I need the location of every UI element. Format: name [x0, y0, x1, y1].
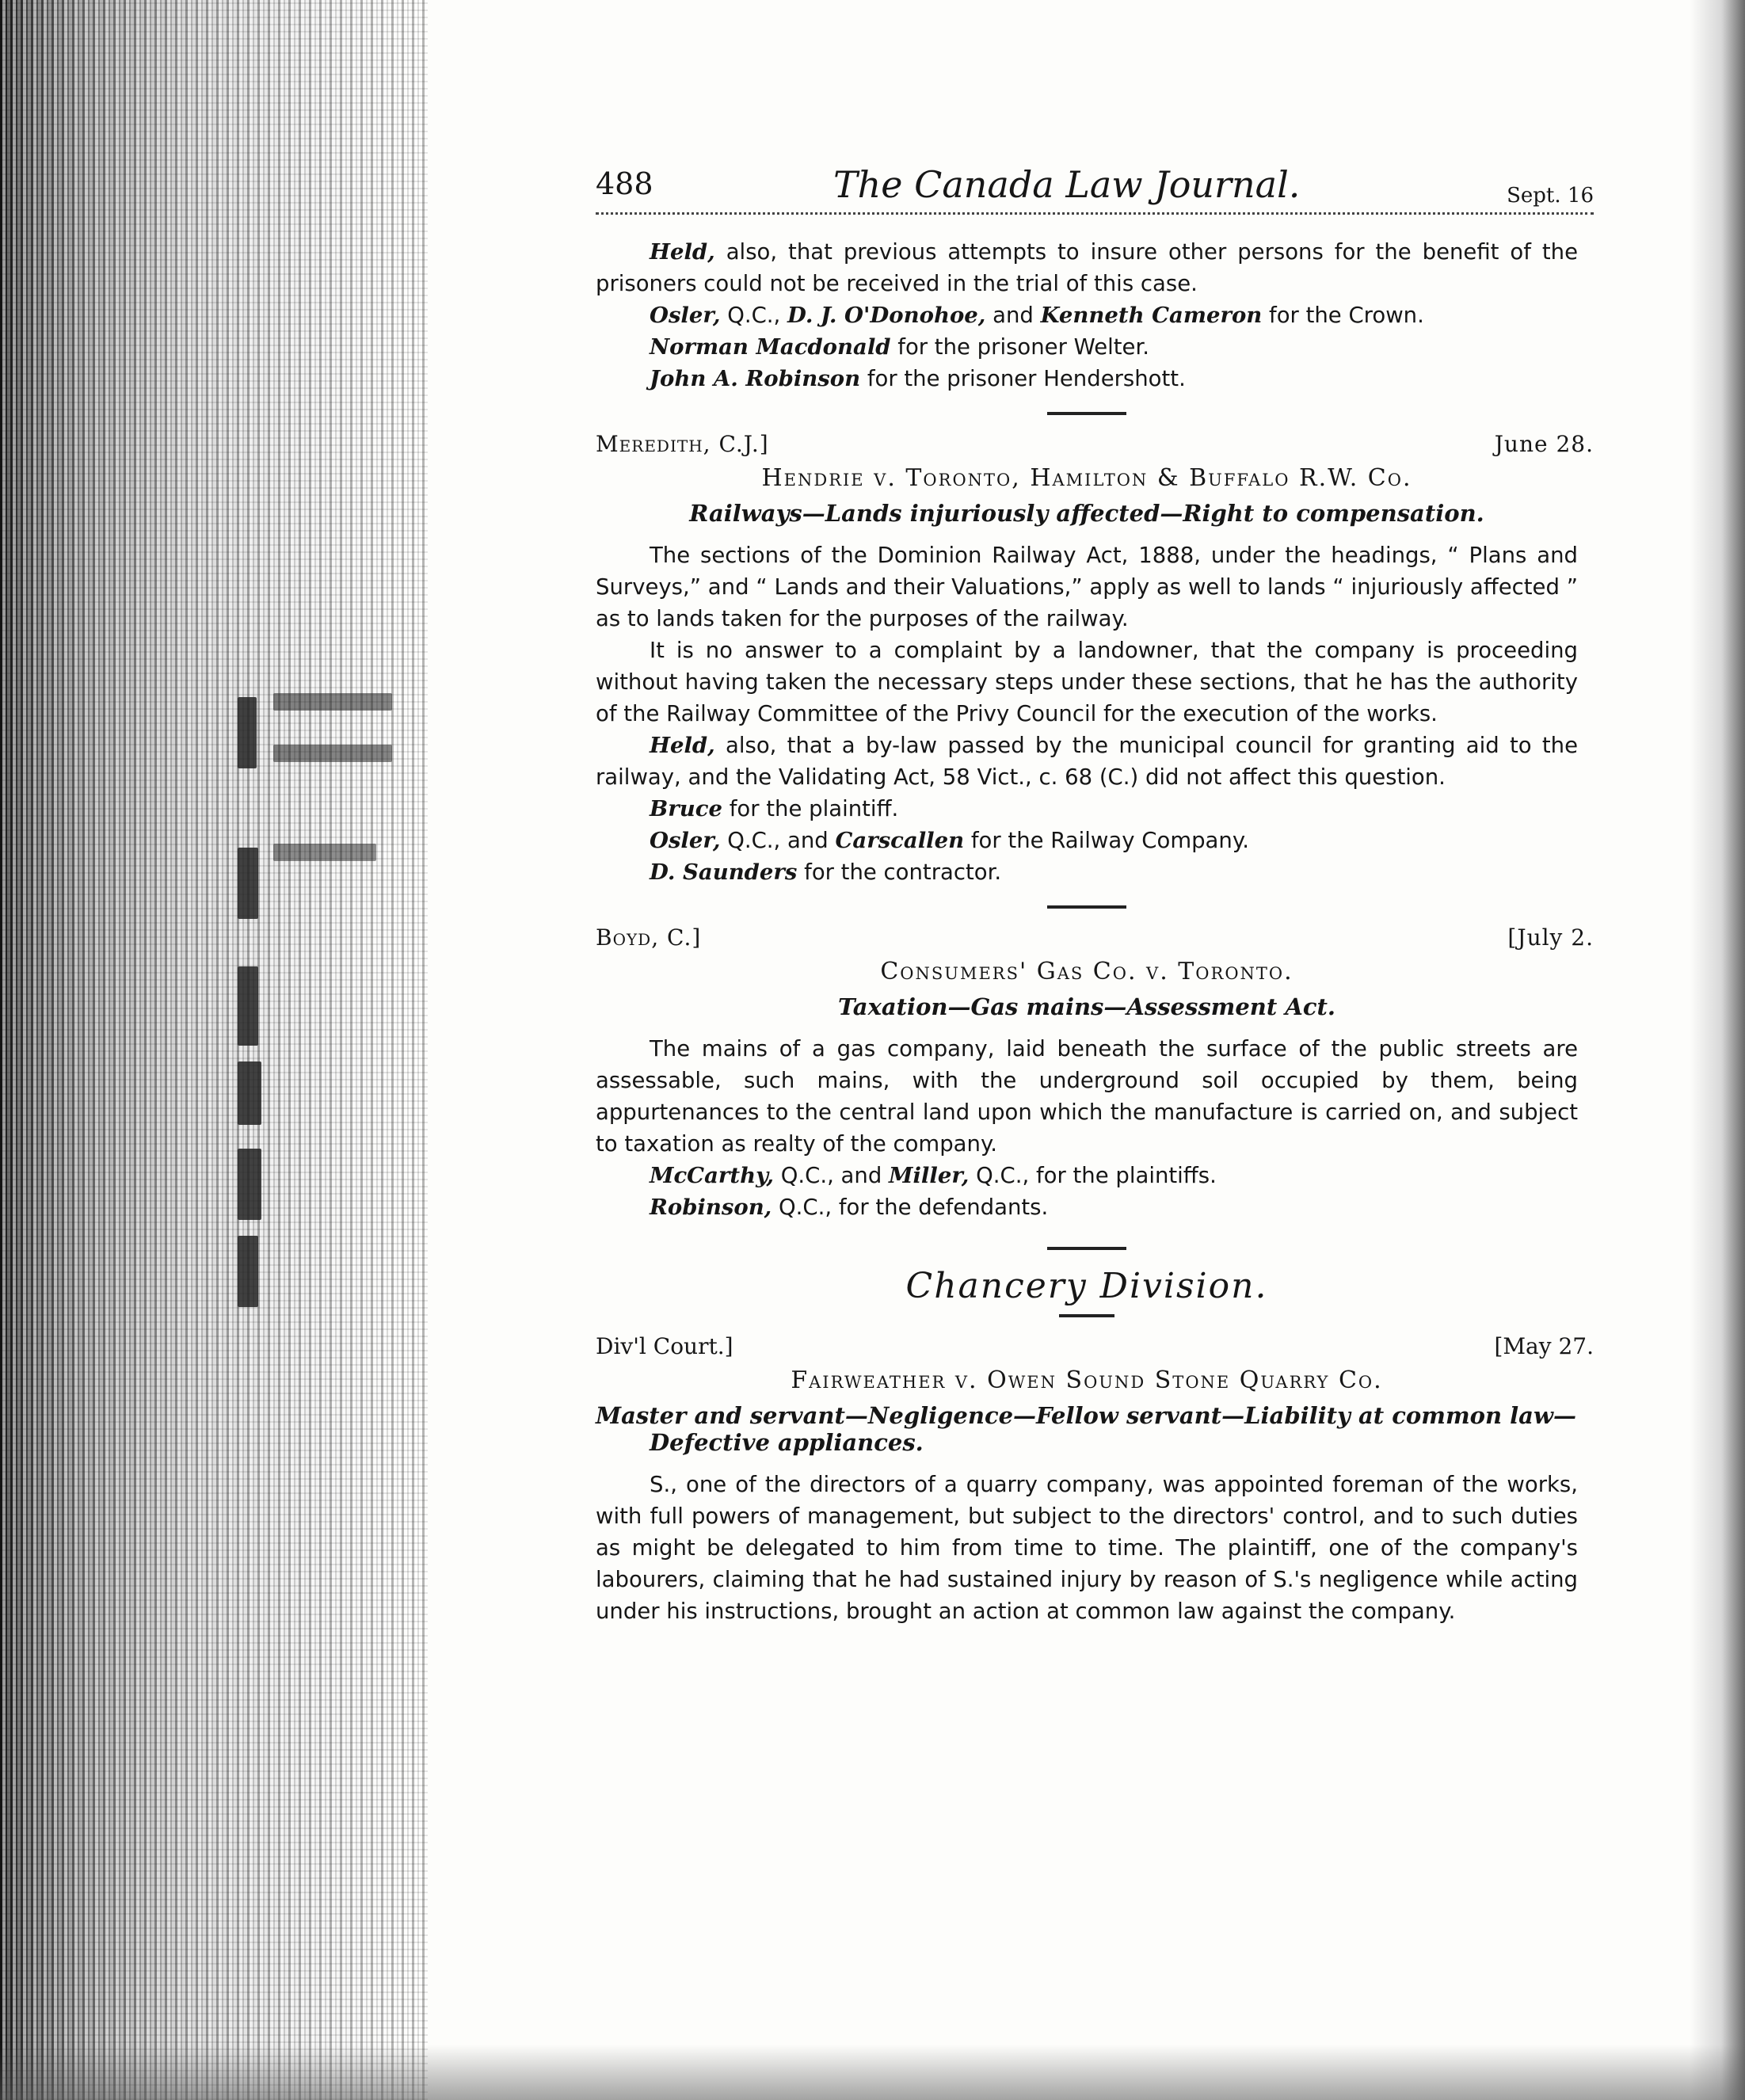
- section-separator: [1047, 412, 1126, 415]
- counsel-name: Osler,: [650, 828, 721, 853]
- case-paragraph: [596, 730, 1578, 793]
- counsel-name: Bruce: [650, 796, 722, 821]
- bleed-mark: [273, 745, 392, 762]
- gutter-texture: [0, 0, 428, 2100]
- counsel-line: [596, 825, 1578, 856]
- section-continuation: [596, 236, 1578, 394]
- case-title: Hendrie v. Toronto, Hamilton & Buffalo R.W. Co.: [761, 464, 1412, 492]
- counsel-name: Carscallen: [835, 828, 965, 853]
- bleed-mark: [273, 693, 392, 711]
- bleed-mark: [238, 1236, 258, 1307]
- held-label: Held,: [650, 239, 715, 265]
- counsel-line: [596, 331, 1578, 363]
- case-paragraph: S., one of the directors of a quarry company, was appointed foreman of the works, with full powers of management, but subject to the directors' control, and to such duties as might be delegated to him from time to time. The plaintiff, one of the company's labourers, claiming that he had sustained injury by reason of S.'s negligence while acting under his instructions, brought an action at common law against the company.: [596, 1472, 1578, 1624]
- counsel-text: for the contractor.: [797, 859, 1002, 885]
- case-consumers-gas: [596, 924, 1594, 1223]
- case-date: June 28.: [1494, 431, 1594, 457]
- judge-name: Meredith, C.J.]: [596, 431, 769, 457]
- bleed-mark: [238, 966, 258, 1046]
- held-text: also, that a by-law passed by the municipal council for granting aid to the railway, and the Validating Act, 58 Vict., c. 68 (C.) did not affect this question.: [596, 733, 1578, 790]
- bleed-mark: [238, 1149, 261, 1220]
- case-date: [July 2.: [1507, 924, 1594, 951]
- case-date: [May 27.: [1494, 1333, 1594, 1359]
- counsel-line: [596, 1191, 1578, 1223]
- case-title: Consumers' Gas Co. v. Toronto.: [880, 958, 1294, 985]
- counsel-text: Q.C., and: [774, 1163, 890, 1188]
- counsel-name: D. Saunders: [650, 859, 798, 885]
- counsel-text: Q.C., for the defendants.: [772, 1195, 1049, 1220]
- counsel-name: Norman Macdonald: [650, 334, 891, 360]
- judge-name: Boyd, C.]: [596, 924, 702, 951]
- case-paragraph: It is no answer to a complaint by a landowner, that the company is proceeding without having taken the necessary steps under these sections, that he has the authority of the Railway Committee of the Privy Council for the execution of the works.: [596, 638, 1578, 726]
- bleed-mark: [238, 848, 258, 919]
- case-topic: [596, 1402, 1578, 1456]
- counsel-name: Miller,: [889, 1163, 970, 1188]
- bleed-mark: [273, 844, 376, 861]
- counsel-text: Q.C., for the plaintiffs.: [969, 1163, 1217, 1188]
- counsel-text: for the plaintiff.: [722, 796, 899, 821]
- case-paragraph: The sections of the Dominion Railway Act, 1888, under the headings, “ Plans and Surveys,” and “ Lands and their Valuations,” apply as well to lands “ injuriously affected ” as to lands taken for the purposes of the railway.: [596, 543, 1578, 631]
- header-date: Sept. 16: [1507, 184, 1594, 208]
- counsel-name: John A. Robinson: [650, 366, 861, 391]
- counsel-line: [596, 363, 1578, 394]
- counsel-name: Robinson,: [650, 1195, 772, 1220]
- counsel-text: for the prisoner Hendershott.: [860, 366, 1186, 391]
- counsel-line: [596, 856, 1578, 888]
- bleed-mark: [238, 1061, 261, 1125]
- case-fairweather: [596, 1333, 1594, 1627]
- page-number: 488: [596, 166, 653, 201]
- counsel-name: Kenneth Cameron: [1040, 303, 1263, 328]
- journal-title: The Canada Law Journal.: [833, 163, 1301, 206]
- case-title: Fairweather v. Owen Sound Stone Quarry Co.: [791, 1366, 1383, 1394]
- section-separator: [1047, 905, 1126, 909]
- counsel-name: Osler,: [650, 303, 721, 328]
- counsel-name: McCarthy,: [650, 1163, 774, 1188]
- held-text: also, that previous attempts to insure other persons for the benefit of the prisoners could not be received in the trial of this case.: [596, 239, 1578, 296]
- held-label: Held,: [650, 733, 715, 758]
- counsel-text: for the Railway Company.: [964, 828, 1249, 853]
- header-rule: [596, 212, 1594, 215]
- counsel-line: [596, 793, 1578, 825]
- counsel-text: and: [985, 303, 1041, 328]
- page-right-edge: [1690, 0, 1745, 2100]
- counsel-line: [596, 1160, 1578, 1191]
- case-topic: Railways—Lands injuriously affected—Right to compensation.: [689, 500, 1484, 527]
- case-hendrie: [596, 431, 1594, 888]
- division-heading: Chancery Division.: [905, 1266, 1268, 1306]
- counsel-name: D. J. O'Donohoe,: [787, 303, 986, 328]
- page-content: [596, 158, 1594, 1627]
- counsel-text: for the Crown.: [1262, 303, 1424, 328]
- court-line: [596, 431, 1594, 464]
- counsel-text: Q.C.,: [720, 303, 788, 328]
- court-name: Div'l Court.]: [596, 1333, 733, 1359]
- case-topic-line: Defective appliances.: [650, 1429, 924, 1456]
- section-separator: [1059, 1314, 1114, 1317]
- case-paragraph: The mains of a gas company, laid beneath the surface of the public streets are assessable, such mains, with the underground soil occupied by them, being appurtenances to the central land upon which the manufacture is carried on, and subject to taxation as realty of the company.: [596, 1036, 1578, 1157]
- case-topic: Taxation—Gas mains—Assessment Act.: [837, 993, 1336, 1020]
- running-header: [596, 158, 1594, 222]
- court-line: [596, 1333, 1594, 1366]
- page-bottom-edge: [0, 2045, 1745, 2100]
- court-line: [596, 924, 1594, 958]
- case-topic-line: Master and servant—Negligence—Fellow servant—Liability at common law—: [596, 1402, 1576, 1429]
- section-separator: [1047, 1247, 1126, 1250]
- held-paragraph: [596, 236, 1578, 299]
- counsel-line: [596, 299, 1578, 331]
- counsel-text: for the prisoner Welter.: [890, 334, 1149, 360]
- bleed-mark: [238, 697, 257, 768]
- counsel-text: Q.C., and: [720, 828, 836, 853]
